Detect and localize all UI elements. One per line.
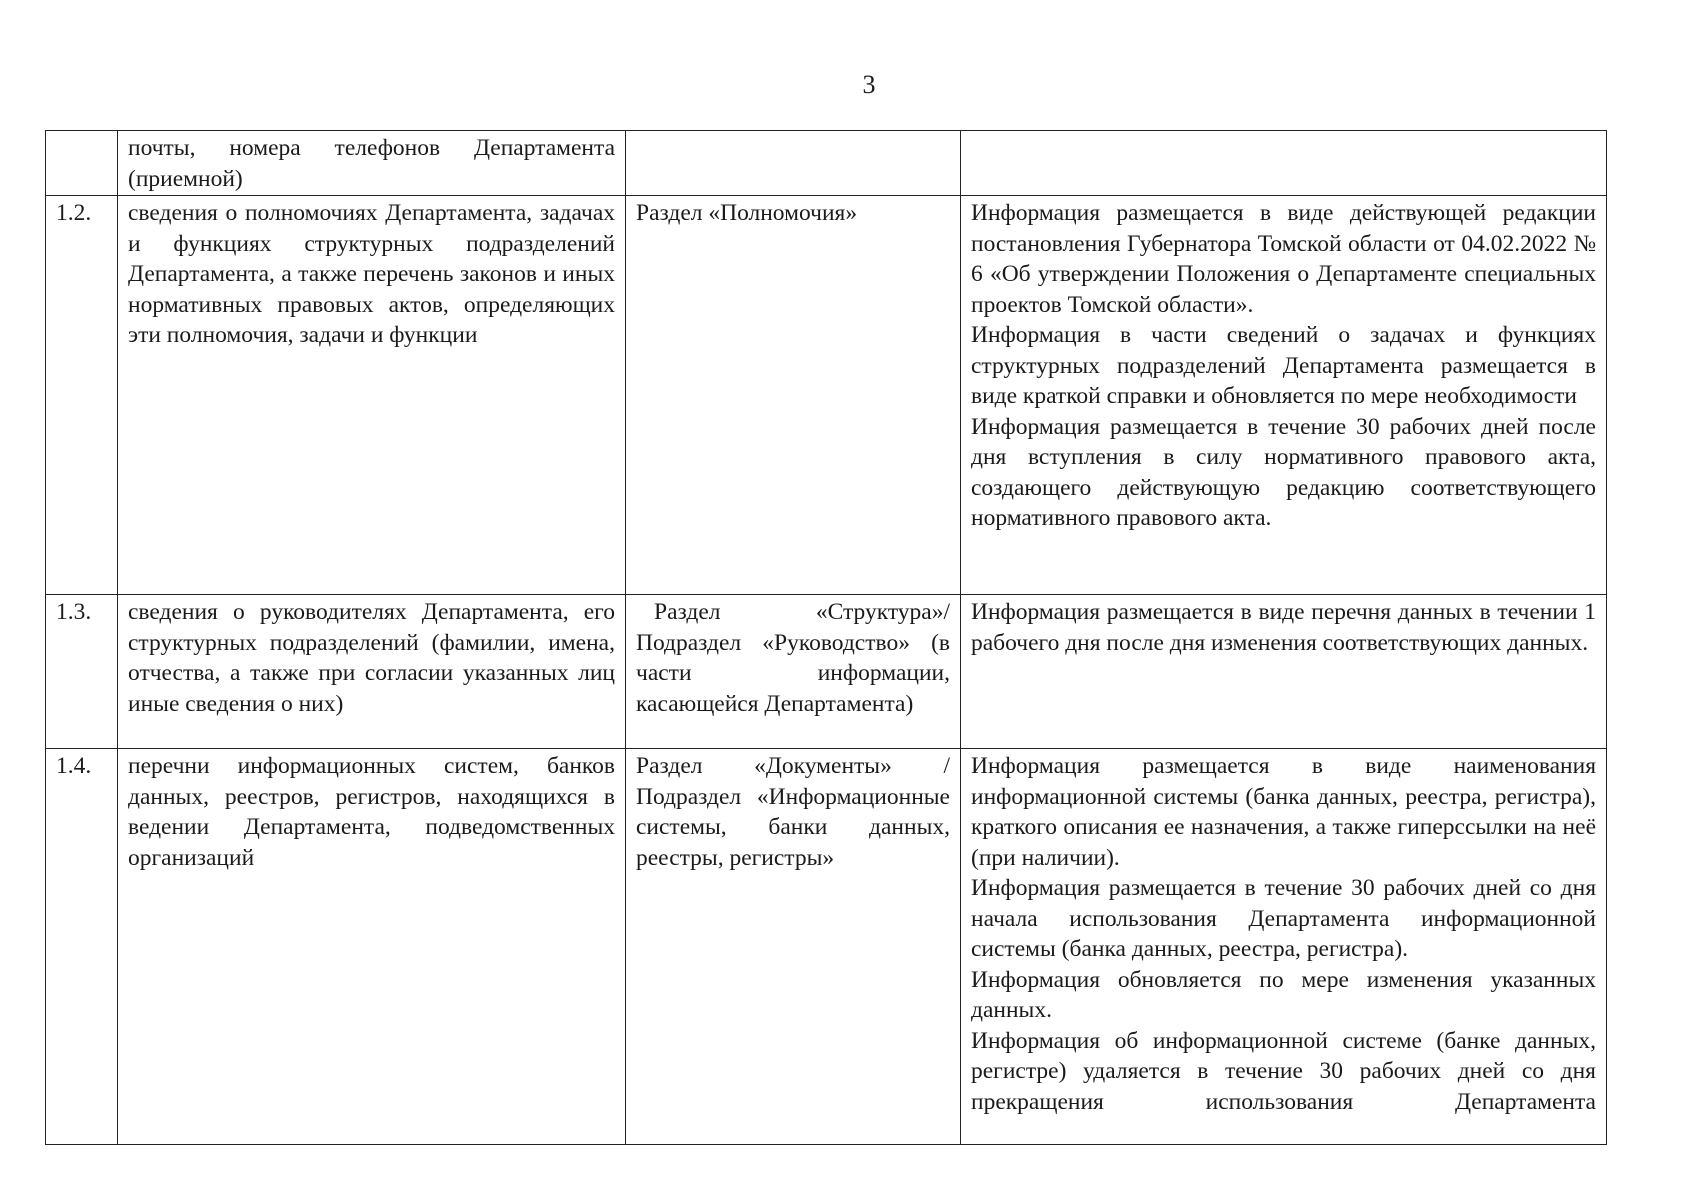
location-text: Раздел «Структура»/Подраздел «Руководство» (в части информации, касающейся Департамента) bbox=[636, 599, 950, 717]
description-cell bbox=[118, 749, 626, 1145]
location-text: Раздел «Документы» / Подраздел «Информационные системы, банки данных, реестры, регистры» bbox=[636, 753, 950, 871]
table-row bbox=[46, 749, 1607, 1145]
note-paragraph: Информация размещается в виде действующей редакции постановления Губернатора Томской области от 04.02.2022 № 6 «Об утверждении Положения о Департаменте специальных проектов Томской области». bbox=[971, 200, 1596, 318]
note-paragraph: Информация в части сведений о задачах и функциях структурных подразделений Департамента размещается в виде краткой справки и обновляется по мере необходимости bbox=[971, 322, 1596, 409]
note-paragraph: Информация размещается в виде перечня данных в течении 1 рабочего дня после дня изменения соответствующих данных. bbox=[971, 599, 1596, 656]
description-text: почты, номера телефонов Департамента (приемной) bbox=[128, 135, 615, 192]
notes-cell bbox=[961, 749, 1607, 1145]
note-paragraph: Информация обновляется по мере изменения указанных данных. bbox=[971, 966, 1596, 1023]
description-text: сведения о полномочиях Департамента, задачах и функциях структурных подразделений Департамента, а также перечень законов и иных нормативных правовых актов, определяющих эти полномочия, задачи и функции bbox=[128, 200, 615, 348]
location-text: Раздел «Полномочия» bbox=[636, 200, 858, 226]
table-row bbox=[46, 131, 1607, 196]
description-cell bbox=[118, 595, 626, 749]
location-cell bbox=[626, 131, 961, 196]
row-number-cell bbox=[46, 131, 118, 196]
description-cell bbox=[118, 196, 626, 595]
table-row bbox=[46, 595, 1607, 749]
notes-cell bbox=[961, 595, 1607, 749]
location-cell bbox=[626, 595, 961, 749]
note-paragraph: Информация размещается в течение 30 рабочих дней после дня вступления в силу нормативного правового акта, создающего действующую редакцию соответствующего нормативного правового акта. bbox=[971, 413, 1596, 531]
table-row bbox=[46, 196, 1607, 595]
description-text: перечни информационных систем, банков данных, реестров, регистров, находящихся в ведении Департамента, подведомственных организаций bbox=[128, 753, 615, 871]
row-number-cell: 1.4. bbox=[46, 749, 118, 1145]
location-cell bbox=[626, 196, 961, 595]
requirements-table bbox=[45, 130, 1607, 1145]
row-number-cell: 1.3. bbox=[46, 595, 118, 749]
location-cell bbox=[626, 749, 961, 1145]
row-number-cell: 1.2. bbox=[46, 196, 118, 595]
description-cell bbox=[118, 131, 626, 196]
page-number: 3 bbox=[862, 70, 876, 99]
note-paragraph: Информация об информационной системе (банке данных, регистре) удаляется в течение 30 рабочих дней со дня прекращения использования Департамента bbox=[971, 1027, 1596, 1115]
description-text: сведения о руководителях Департамента, его структурных подразделений (фамилии, имена, отчества, а также при согласии указанных лиц иные сведения о них) bbox=[128, 599, 615, 717]
note-paragraph: Информация размещается в течение 30 рабочих дней со дня начала использования Департамента информационной системы (банка данных, реестра, регистра). bbox=[971, 875, 1596, 962]
notes-cell bbox=[961, 131, 1607, 196]
note-paragraph: Информация размещается в виде наименования информационной системы (банка данных, реестра, регистра), краткого описания ее назначения, а также гиперссылки на неё (при наличии). bbox=[971, 753, 1596, 871]
notes-cell bbox=[961, 196, 1607, 595]
